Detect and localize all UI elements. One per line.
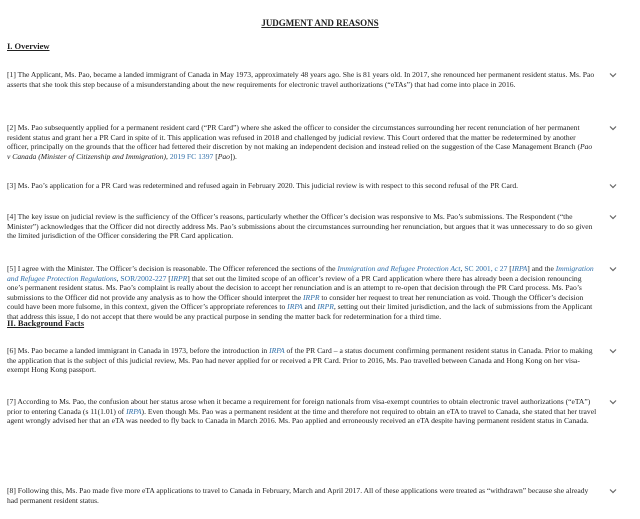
paragraph-5-text: , bbox=[460, 264, 465, 273]
chevron-down-icon[interactable] bbox=[608, 397, 618, 407]
paragraph-5-text: ] that set out the limited scope of an officer’s review of a PR Card application where there has already been a decision renouncing one’s permanent resident status. Ms. Pao’s complaint is really about the decision to accept her renunciation and is an attempt to re-open that decision through the PR Card process. Ms. Pao’s submissions to the Officer did not provide any analysis as to how the Officer should interpret the bbox=[7, 273, 582, 302]
paragraph-5-text: [ bbox=[507, 264, 512, 273]
chevron-down-icon[interactable] bbox=[608, 181, 618, 191]
paragraph-2-text: [ bbox=[213, 151, 218, 161]
paragraph-5-text: , setting out their limited jurisdiction, and the lack of submissions from the Applicant that address this issue, I do not accept that there would be any practical purpose in sending the matter back for redetermination for a third time. bbox=[7, 302, 593, 321]
case-name: Pao v Canada (Minister of Citizenship and Immigration) bbox=[7, 142, 593, 161]
case-short-name: Pao bbox=[217, 151, 230, 161]
irpa-link[interactable]: IRPA bbox=[269, 346, 285, 355]
paragraph-2-text: ]). bbox=[229, 151, 237, 161]
paragraph-7-text: ). Even though Ms. Pao was a permanent resident at the time and therefore not required to obtain an eTA to travel to Canada, she stated that her travel agent wrongly advised her that an eTA was needed to fly back to Canada in March 2016. Ms. Pao applied and erroneously received an eTA despite having permanent resident status in Canada. bbox=[7, 406, 597, 426]
irpr-link[interactable]: IRPR bbox=[303, 292, 320, 302]
paragraph-8: [8] Following this, Ms. Pao made five more eTA applications to travel to Canada in February, March and April 2017. All of these applications were treated as “withdrawn” because she already had permanent resident status. bbox=[7, 486, 589, 505]
citation-link[interactable]: 2019 FC 1397 bbox=[169, 151, 214, 161]
paragraph-5-text: [5] I agree with the Minister. The Officer’s decision is reasonable. The Officer referenced the sections of the bbox=[7, 264, 338, 273]
paragraph-6 bbox=[7, 346, 597, 375]
paragraph-5-text: to consider her request to treat her renunciation as void. Though the Officer’s decision could have been more fulsome, in this context, given the Officer’s appropriate references to bbox=[7, 292, 584, 312]
regulations-link[interactable]: Immigration and Refugee Protection Regulations bbox=[7, 264, 594, 283]
paragraph-6-text: of the PR Card – a status document confirming permanent resident status in Canada. Prior to making the application that is the subject of this judicial review, Ms. Pao had never applied for or received a PR Card. Prior to 2016, Ms. Pao travelled between Canada and Hong Kong on her visa-exempt Hong Kong passport. bbox=[7, 346, 593, 375]
chevron-down-icon[interactable] bbox=[608, 70, 618, 80]
paragraph-2-text: [2] Ms. Pao subsequently applied for a permanent resident card (“PR Card”) where she asked the officer to consider the circumstances surrounding her recent renunciation of her permanent resident status and grant her a PR Card in spite of it. This application was refused in 2018 and challenged by judicial review. This Court ordered that the matter be redetermined by another officer, principally on the grounds that the officer had fettered their discretion by not making an independent decision and instead relied on the suggestion of the Case Management Branch ( bbox=[7, 123, 580, 152]
paragraph-3: [3] Ms. Pao’s application for a PR Card was redetermined and refused again in February 2020. This judicial review is with respect to this second refusal of the PR Card. bbox=[7, 181, 519, 190]
statute-citation-link[interactable]: SC 2001, c 27 bbox=[464, 264, 508, 273]
chevron-down-icon[interactable] bbox=[608, 264, 618, 274]
irpr-link[interactable]: IRPR bbox=[170, 273, 188, 283]
paragraph-7 bbox=[7, 397, 597, 426]
irpa-link[interactable]: IRPA bbox=[126, 406, 142, 416]
paragraph-5-text: ] and the bbox=[527, 264, 556, 273]
chevron-down-icon[interactable] bbox=[608, 123, 618, 133]
chevron-down-icon[interactable] bbox=[608, 212, 618, 222]
paragraph-5 bbox=[7, 264, 597, 322]
paragraph-4: [4] The key issue on judicial review is the sufficiency of the Officer’s reasons, particularly whether the Officer’s decision was responsive to Ms. Pao’s submissions. The Respondent (“the Minister”) acknowledges that the Officer did not directly address Ms. Pao’s submissions about the circumstances surrounding her renunciation, but argues that it was unnecessary to do so given the limited jurisdiction of the Officer considering the PR Card application. bbox=[7, 212, 593, 241]
paragraph-5-text: [ bbox=[166, 273, 171, 283]
irpa-link[interactable]: IRPA bbox=[287, 302, 303, 312]
irpr-link[interactable]: IRPR bbox=[317, 302, 334, 312]
irpa-link[interactable]: IRPA bbox=[511, 264, 528, 273]
paragraph-2-text: , bbox=[166, 151, 170, 161]
paragraph-6-text: [6] Ms. Pao became a landed immigrant in Canada in 1973, before the introduction in bbox=[7, 346, 270, 355]
paragraph-1: [1] The Applicant, Ms. Pao, became a landed immigrant of Canada in May 1973, approximately 48 years ago. She is 81 years old. In 2017, she renounced her permanent resident status. Ms. Pao asserts that she took this step because of a misunderstanding about the new requirements for electronic travel authorizations (“eTAs”) that had come into place in 2016. bbox=[7, 70, 595, 89]
section-heading-background: II. Background Facts bbox=[7, 318, 85, 328]
paragraph-2 bbox=[7, 123, 597, 161]
paragraph-7-text: [7] According to Ms. Pao, the confusion about her status arose when it became a requirement for foreign nationals from visa-exempt countries to obtain electronic travel authorizations (“eTA”) prior to entering Canada (s 11(1.01) of bbox=[7, 397, 591, 416]
statute-link[interactable]: Immigration and Refugee Protection Act bbox=[337, 264, 461, 273]
chevron-down-icon[interactable] bbox=[608, 486, 618, 496]
paragraph-5-text: , bbox=[116, 273, 121, 283]
document-title: JUDGMENT AND REASONS bbox=[261, 18, 379, 28]
regulations-citation-link[interactable]: SOR/2002-227 bbox=[120, 273, 167, 283]
chevron-down-icon[interactable] bbox=[608, 346, 618, 356]
paragraph-5-text: and bbox=[302, 302, 318, 312]
section-heading-overview: I. Overview bbox=[7, 41, 50, 51]
